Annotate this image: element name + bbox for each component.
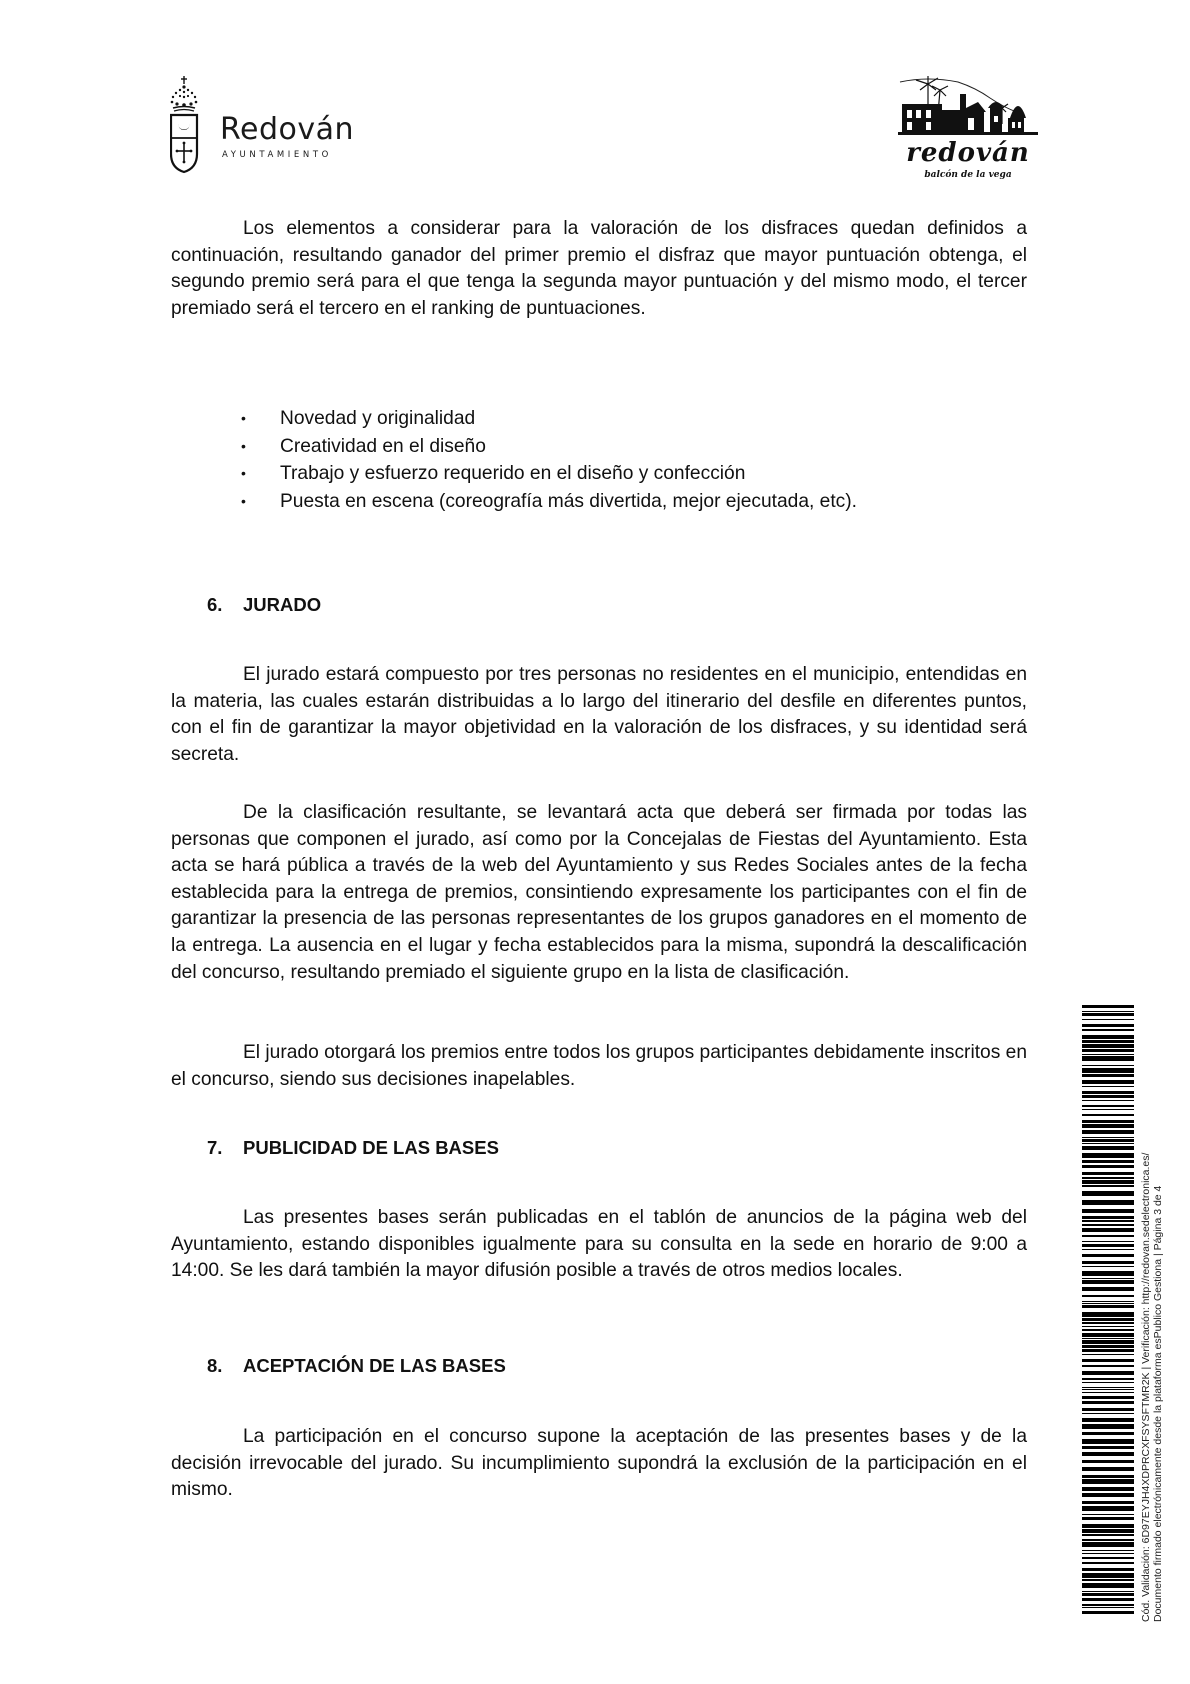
barcode-bar (1082, 1542, 1134, 1547)
barcode-bar (1082, 1172, 1134, 1175)
barcode-bar (1082, 1153, 1134, 1158)
section-heading-aceptacion (207, 1355, 506, 1377)
barcode-bar (1082, 1109, 1134, 1110)
section-title: JURADO (243, 594, 322, 615)
barcode-bar (1082, 1396, 1134, 1399)
criterion-text: Trabajo y esfuerzo requerido en el diseño y confección (280, 463, 746, 484)
barcode-bar (1082, 1005, 1134, 1008)
barcode-bar (1082, 1506, 1134, 1511)
barcode-bar (1082, 1035, 1134, 1039)
aceptacion-paragraph: La participación en el concurso supone la aceptación de las presentes bases y de la decisión irrevocable del jurado. Su incumplimiento supondrá la exclusión de la participación en el mismo. (171, 1426, 1027, 1501)
barcode-bar (1082, 1550, 1134, 1551)
list-item (171, 460, 1027, 488)
barcode-bar (1082, 1029, 1134, 1031)
section-title: PUBLICIDAD DE LAS BASES (243, 1137, 499, 1158)
jurado-paragraph-2: De la clasificación resultante, se levantará acta que deberá ser firmada por todas las personas que componen el jurado, así como por la Concejalas de Fiestas del Ayuntamiento. Esta acta se hará pública a través de la web del Ayuntamiento y sus Redes Sociales antes de la fecha establecida para la entrega de premios, consintiendo expresamente los participantes con el fin de garantizar la presencia de las personas representantes de los grupos ganadores en el momento de la entrega. La ausencia en el lugar y fecha establecidos para la misma, supondrá la descalificación del concurso, resultando premiado el siguiente grupo en la lista de clasificación. (171, 802, 1027, 983)
barcode-bar (1082, 1365, 1134, 1367)
barcode-bar (1082, 1074, 1134, 1077)
barcode-bar (1082, 1333, 1134, 1337)
barcode-bar (1082, 1244, 1134, 1247)
barcode-bar (1082, 1401, 1134, 1404)
barcode-bar (1082, 1095, 1134, 1098)
barcode-bar (1082, 1467, 1134, 1471)
barcode-bar (1082, 1514, 1134, 1515)
barcode-bar (1082, 1044, 1134, 1048)
barcode-bar (1082, 1487, 1134, 1491)
barcode-bar (1082, 1137, 1134, 1138)
barcode-bar (1082, 1019, 1134, 1020)
barcode-bar (1082, 1382, 1134, 1383)
barcode-bar (1082, 1177, 1134, 1179)
barcode-bar (1082, 1191, 1134, 1196)
barcode-bar (1082, 1338, 1134, 1339)
barcode-bar (1082, 1389, 1134, 1390)
barcode-bar (1082, 1413, 1134, 1414)
barcode-bar (1082, 1539, 1134, 1541)
barcode-bar (1082, 1065, 1134, 1066)
barcode-bar (1082, 1392, 1134, 1393)
signature-info-line: Documento firmado electrónicamente desde la plataforma esPublico Gestiona | Página 3 de 4 (1152, 1185, 1164, 1622)
barcode-bar (1082, 1568, 1134, 1571)
barcode-bar (1082, 1271, 1134, 1276)
barcode-bar (1082, 1261, 1134, 1264)
section-heading-publicidad (207, 1137, 499, 1159)
barcode-bar (1082, 1120, 1134, 1123)
bullet-icon: • (241, 410, 246, 426)
barcode-bar (1082, 1340, 1134, 1344)
barcode-bar (1082, 1359, 1134, 1362)
barcode-bar (1082, 1493, 1134, 1497)
barcode-bar (1082, 1557, 1134, 1559)
barcode-bar (1082, 1224, 1134, 1226)
barcode-bar (1082, 1452, 1134, 1456)
barcode-bar (1082, 1091, 1134, 1094)
barcode-bar (1082, 1583, 1134, 1588)
section-heading-jurado (207, 594, 321, 616)
barcode-bar (1082, 1607, 1134, 1608)
barcode-bar (1082, 1387, 1134, 1388)
barcode-bar (1082, 1517, 1134, 1520)
barcode-bar (1082, 1011, 1134, 1012)
barcode-bar (1082, 1573, 1134, 1578)
barcode-bar (1082, 1524, 1134, 1528)
barcode-bar (1082, 1165, 1134, 1168)
barcode-bar (1082, 1241, 1134, 1242)
intro-paragraph: Los elementos a considerar para la valoración de los disfraces quedan definidos a continuación, resultando ganador del primer premio el disfraz que mayor puntuación obtenga, el segundo premio será para el que tenga la segunda mayor puntuación y del mismo modo, el tercer premiado será el tercero en el ranking de puntuaciones. (171, 218, 1027, 319)
section-number: 6. (207, 594, 223, 615)
barcode-bar (1082, 1322, 1134, 1324)
barcode-bar (1082, 1086, 1134, 1087)
barcode-bar (1082, 1345, 1134, 1348)
barcode-bar (1082, 1501, 1134, 1504)
barcode-bar (1082, 1318, 1134, 1321)
section-number: 7. (207, 1137, 223, 1158)
section-number: 8. (207, 1355, 223, 1376)
barcode-bar (1082, 1054, 1134, 1055)
barcode-bar (1082, 1146, 1134, 1150)
barcode-bar (1082, 1354, 1134, 1355)
barcode-bar (1082, 1371, 1134, 1375)
barcode-bar (1082, 1228, 1134, 1232)
criteria-list (171, 405, 1027, 515)
barcode-bar (1082, 1266, 1134, 1267)
barcode-bar (1082, 1432, 1134, 1435)
barcode-bar (1082, 1479, 1134, 1484)
barcode-bar (1082, 1080, 1134, 1084)
barcode-bar (1082, 1280, 1134, 1284)
barcode-bar (1082, 1611, 1134, 1614)
barcode-bar (1082, 1200, 1134, 1205)
barcode-bar (1082, 1446, 1134, 1449)
barcode-bar (1082, 1220, 1134, 1222)
criterion-text: Novedad y originalidad (280, 408, 476, 429)
barcode-bar (1082, 1040, 1134, 1043)
barcode-bar (1082, 1295, 1134, 1297)
barcode-bar (1082, 1326, 1134, 1327)
bullet-icon: • (241, 437, 246, 454)
barcode-bar (1082, 1278, 1134, 1279)
barcode-bar (1082, 1305, 1134, 1308)
barcode-bar (1082, 1185, 1134, 1187)
brand-name: redován (906, 138, 1030, 168)
bullet-icon: • (241, 465, 246, 481)
section-title: ACEPTACIÓN DE LAS BASES (243, 1355, 506, 1376)
barcode-bar (1082, 1378, 1134, 1380)
town-brand-logo (898, 74, 1038, 184)
barcode-bar (1082, 1604, 1134, 1606)
barcode-bar (1082, 1049, 1134, 1052)
barcode-bar (1082, 1024, 1134, 1027)
barcode-bar (1082, 1235, 1134, 1237)
town-skyline-icon (898, 74, 1038, 138)
jurado-paragraph-1: El jurado estará compuesto por tres personas no residentes en el municipio, entendidas en la materia, las cuales estarán distribuidas a lo largo del itinerario del desfile en diferentes puntos, con el fin de garantizar la mayor objetividad en la valoración de los disfraces, y su identidad será secreta. (171, 664, 1027, 765)
criterion-text: Creatividad en el diseño (280, 435, 486, 457)
barcode-bar (1082, 1068, 1134, 1073)
barcode-bar (1082, 1143, 1134, 1144)
barcode-bar (1082, 1439, 1134, 1444)
verification-barcode (1082, 1005, 1134, 1622)
criterion-text: Puesta en escena (coreografía más divertida, mejor ejecutada, etc). (280, 490, 857, 512)
barcode-bar (1082, 1418, 1134, 1422)
barcode-bar (1082, 1209, 1134, 1213)
barcode-bar (1082, 1534, 1134, 1536)
barcode-bar (1082, 1013, 1134, 1016)
barcode-bar (1082, 1216, 1134, 1219)
barcode-bar (1082, 1329, 1134, 1331)
barcode-bar (1082, 1124, 1134, 1128)
barcode-bar (1082, 1180, 1134, 1184)
coat-of-arms-icon (170, 76, 220, 180)
barcode-bar (1082, 1579, 1134, 1581)
brand-tagline: balcón de la vega (924, 170, 1012, 180)
barcode-bar (1082, 1475, 1134, 1478)
logo-name: Redován (220, 112, 355, 147)
barcode-bar (1082, 1553, 1134, 1554)
jurado-paragraph-3: El jurado otorgará los premios entre todos los grupos participantes debidamente inscritos en el concurso, siendo sus decisiones inapelables. (171, 1042, 1027, 1090)
barcode-bar (1082, 1562, 1134, 1564)
barcode-bar (1082, 1312, 1134, 1317)
bullet-icon: • (241, 492, 246, 509)
barcode-bar (1082, 1114, 1134, 1116)
barcode-bar (1082, 1303, 1134, 1304)
verification-text (1140, 1153, 1164, 1622)
barcode-bar (1082, 1130, 1134, 1134)
logo-subtitle: AYUNTAMIENTO (222, 150, 332, 160)
barcode-bar (1082, 1100, 1134, 1101)
barcode-bar (1082, 1593, 1134, 1596)
barcode-bar (1082, 1460, 1134, 1463)
barcode-bar (1082, 1254, 1134, 1257)
barcode-bar (1082, 1301, 1134, 1302)
barcode-bar (1082, 1139, 1134, 1142)
barcode-bar (1082, 1249, 1134, 1250)
barcode-bar (1082, 1424, 1134, 1429)
list-item (171, 488, 1027, 516)
ayuntamiento-logo (170, 76, 370, 180)
barcode-bar (1082, 1591, 1134, 1592)
list-item (171, 433, 1027, 461)
publicidad-paragraph: Las presentes bases serán publicadas en el tablón de anuncios de la página web del Ayuntamiento, estando disponibles igualmente para su consulta en la sede en horario de 9:00 a 14:00. Se les dará también la mayor difusión posible a través de otros medios locales. (171, 1207, 1027, 1282)
validation-code-line: Cód. Validación: 6D97EYJH4XDPRCXFSYSFTMR2K | Verificación: http://redovan.sedelectronica.es/ (1140, 1152, 1152, 1622)
barcode-bar (1082, 1056, 1134, 1061)
barcode-bar (1082, 1105, 1134, 1107)
barcode-bar (1082, 1349, 1134, 1352)
barcode-bar (1082, 1160, 1134, 1163)
barcode-bar (1082, 1287, 1134, 1291)
barcode-bar (1082, 1408, 1134, 1411)
barcode-bar (1082, 1598, 1134, 1601)
list-item (171, 405, 1027, 433)
barcode-bar (1082, 1529, 1134, 1533)
